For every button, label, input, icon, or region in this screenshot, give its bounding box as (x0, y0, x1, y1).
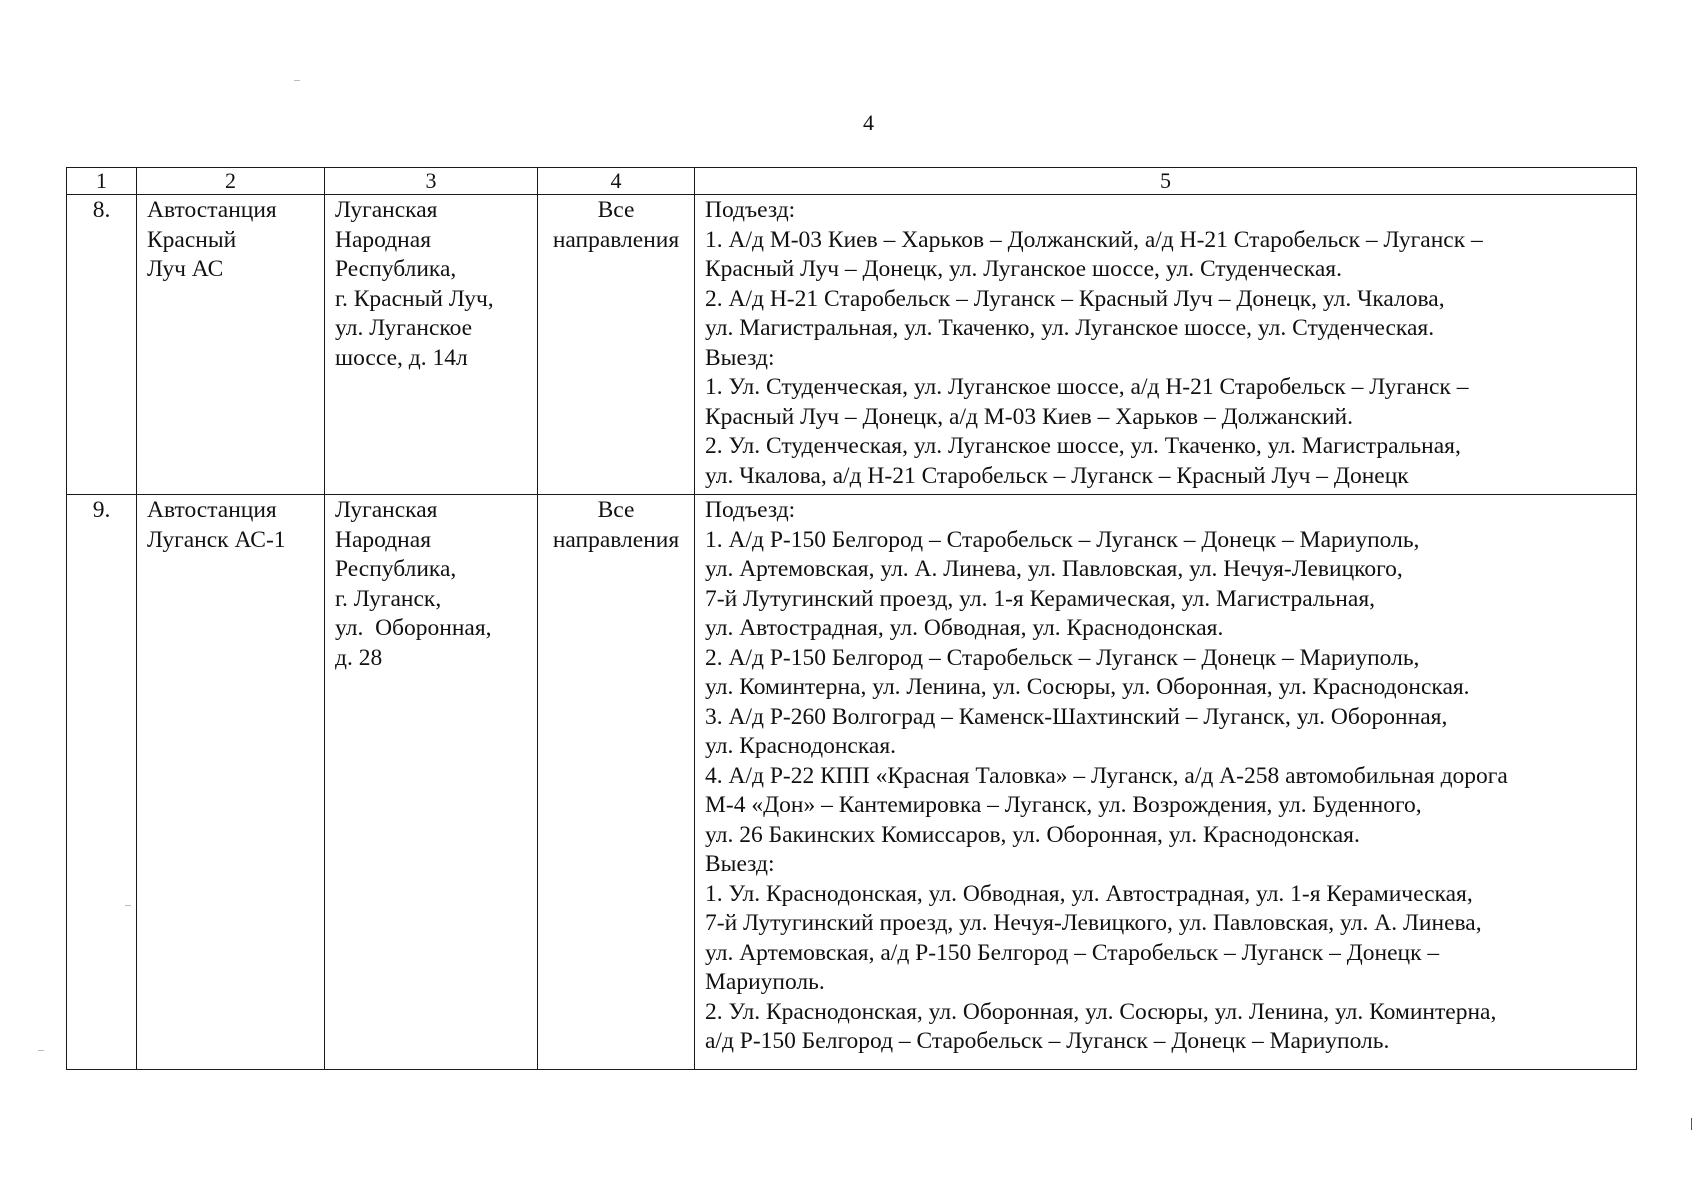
table-row (67, 495, 1637, 1070)
directions-cell (538, 195, 695, 495)
table-row (67, 195, 1637, 495)
route-line: Подъезд: (705, 197, 796, 223)
route-line: ул. Магистральная, ул. Ткаченко, ул. Луганское шоссе, ул. Студенческая. (705, 315, 1435, 341)
row-number: 8. (67, 195, 137, 495)
table-header-row (67, 168, 1637, 195)
station-name-line: Луганск АС-1 (147, 526, 286, 553)
route-line: 2. Ул. Студенческая, ул. Луганское шоссе, ул. Ткаченко, ул. Магистральная, (705, 433, 1461, 459)
route-line: а/д Р-150 Белгород – Старобельск – Луганск – Донецк – Мариуполь. (705, 1028, 1390, 1054)
directions-cell (538, 495, 695, 1070)
address-line: Республика, (335, 556, 457, 582)
directions-line: Все (597, 497, 635, 523)
address-line: Луганская (335, 197, 438, 223)
address-line: ул. Луганское (335, 315, 473, 341)
scan-margin-mark (38, 1050, 44, 1051)
scan-margin-mark (125, 905, 131, 906)
route-line: 2. А/д Н-21 Старобельск – Луганск – Красный Луч – Донецк, ул. Чкалова, (705, 285, 1445, 312)
route-description-cell (695, 195, 1637, 495)
scan-margin-mark (294, 80, 300, 81)
address-line: д. 28 (335, 644, 383, 671)
row-number: 9. (67, 495, 137, 1070)
column-number-2: 2 (137, 168, 325, 195)
route-line: 3. А/д Р-260 Волгоград – Каменск-Шахтинский – Луганск, ул. Оборонная, (705, 703, 1448, 730)
address-line: г. Красный Луч, (335, 285, 494, 312)
bus-station-route-table (66, 167, 1637, 1070)
station-name-line: Автостанция (147, 197, 277, 223)
address-line: г. Луганск, (335, 585, 442, 612)
column-number-3: 3 (325, 168, 538, 195)
station-name-line: Красный (147, 226, 237, 253)
route-line: Выезд: (705, 344, 775, 371)
directions-line: Все (597, 197, 635, 223)
route-line: 7-й Лутугинский проезд, ул. 1-я Керамическая, ул. Магистральная, (705, 585, 1376, 612)
route-line: Красный Луч – Донецк, а/д М-03 Киев – Харьков – Должанский. (705, 403, 1353, 430)
station-address-cell (325, 495, 538, 1070)
route-line: 1. А/д М-03 Киев – Харьков – Должанский, а/д Н-21 Старобельск – Луганск – (705, 226, 1483, 253)
route-line: ул. Автострадная, ул. Обводная, ул. Краснодонская. (705, 615, 1224, 641)
route-line: 2. А/д Р-150 Белгород – Старобельск – Луганск – Донецк – Мариуполь, (705, 644, 1420, 671)
route-line: ул. Коминтерна, ул. Ленина, ул. Сосюры, ул. Оборонная, ул. Краснодонская. (705, 674, 1470, 700)
route-line: 1. Ул. Краснодонская, ул. Обводная, ул. Автострадная, ул. 1-я Керамическая, (705, 880, 1473, 907)
route-line: 1. Ул. Студенческая, ул. Луганское шоссе, а/д Н-21 Старобельск – Луганск – (705, 374, 1469, 400)
route-line: 2. Ул. Краснодонская, ул. Оборонная, ул. Сосюры, ул. Ленина, ул. Коминтерна, (705, 998, 1497, 1025)
route-line: 7-й Лутугинский проезд, ул. Нечуя-Левицкого, ул. Павловская, ул. А. Линева, (705, 910, 1482, 936)
route-line: ул. Артемовская, а/д Р-150 Белгород – Старобельск – Луганск – Донецк – (705, 939, 1440, 966)
station-name-line: Автостанция (147, 497, 277, 523)
directions-line: направления (552, 226, 680, 253)
address-line: Луганская (335, 497, 438, 523)
route-line: Подъезд: (705, 497, 796, 523)
route-line: ул. 26 Бакинских Комиссаров, ул. Оборонная, ул. Краснодонская. (705, 821, 1360, 848)
station-name-cell (137, 495, 325, 1070)
route-line: 4. А/д Р-22 КПП «Красная Таловка» – Луганск, а/д А-258 автомобильная дорога (705, 762, 1508, 789)
station-name-cell (137, 195, 325, 495)
column-number-1: 1 (67, 168, 137, 195)
route-line: ул. Краснодонская. (705, 733, 897, 759)
route-line: Красный Луч – Донецк, ул. Луганское шоссе, ул. Студенческая. (705, 256, 1342, 282)
scan-edge-mark (1691, 1118, 1692, 1130)
address-line: шоссе, д. 14л (335, 344, 468, 371)
route-description-cell (695, 495, 1637, 1070)
route-line: М-4 «Дон» – Кантемировка – Луганск, ул. Возрождения, ул. Буденного, (705, 792, 1422, 818)
route-line: ул. Чкалова, а/д Н-21 Старобельск – Луганск – Красный Луч – Донецк (705, 462, 1409, 489)
route-line: ул. Артемовская, ул. А. Линева, ул. Павловская, ул. Нечуя-Левицкого, (705, 556, 1403, 582)
column-number-4: 4 (538, 168, 695, 195)
column-number-5: 5 (695, 168, 1637, 195)
route-line: 1. А/д Р-150 Белгород – Старобельск – Луганск – Донецк – Мариуполь, (705, 526, 1420, 553)
directions-line: направления (552, 526, 680, 553)
route-line: Мариуполь. (705, 969, 825, 995)
address-line: ул. Оборонная, (335, 615, 492, 641)
page-number: 4 (863, 110, 874, 135)
address-line: Республика, (335, 256, 457, 282)
address-line: Народная (335, 526, 431, 553)
station-address-cell (325, 195, 538, 495)
address-line: Народная (335, 226, 431, 253)
route-line: Выезд: (705, 851, 775, 877)
station-name-line: Луч АС (147, 256, 224, 282)
